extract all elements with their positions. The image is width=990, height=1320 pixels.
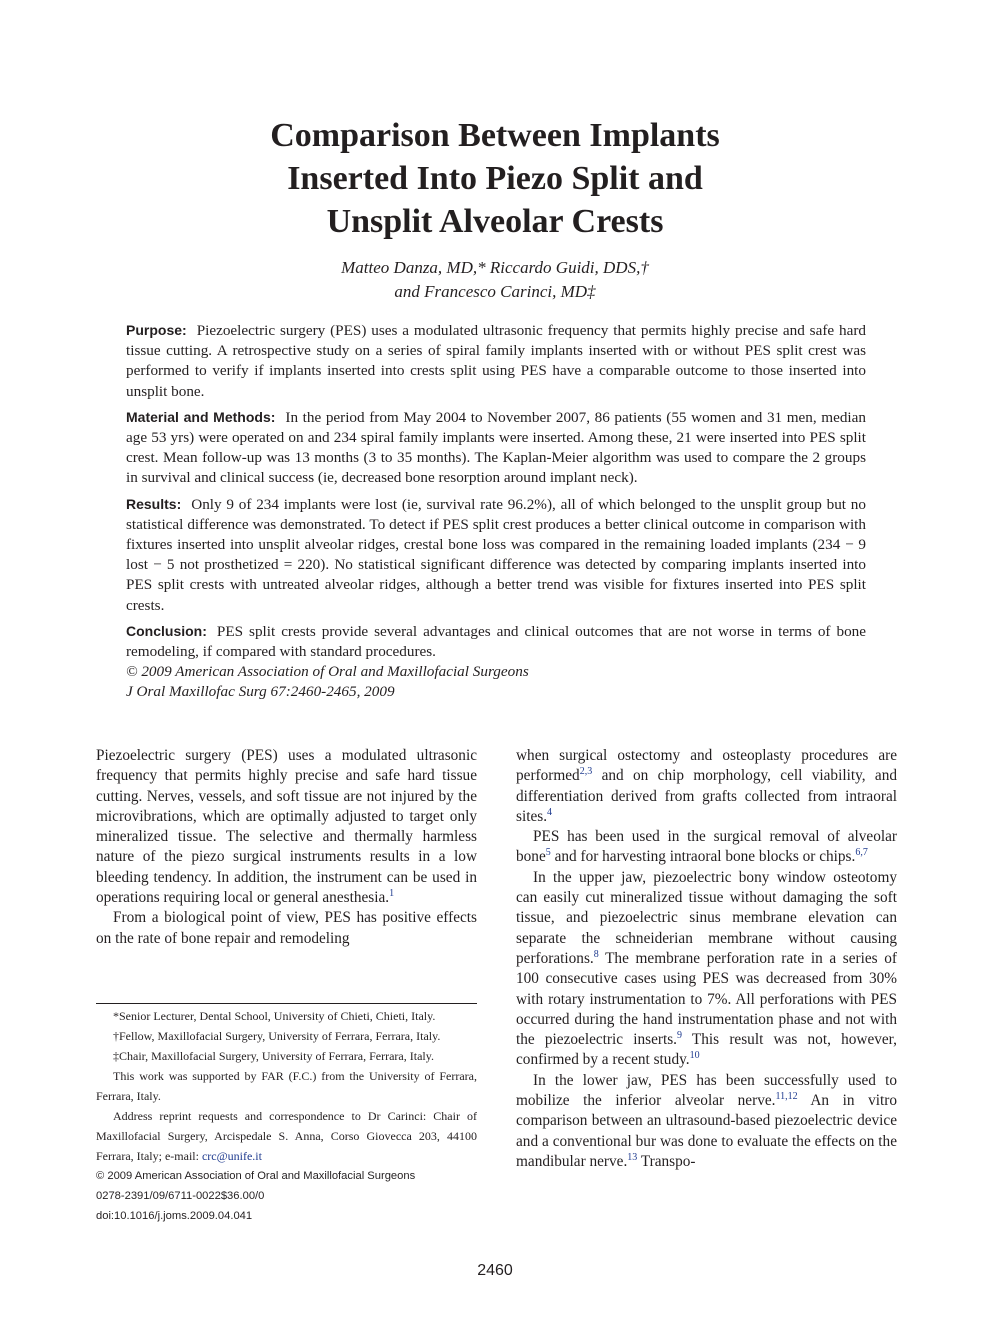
paragraph-text: An in vitro comparison between an ultrasound-based piezoelectric device and a conventional bur was done to evaluate the effects on the mandibular nerve. bbox=[516, 1092, 897, 1170]
footnote-affiliation: *Senior Lecturer, Dental School, University of Chieti, Chieti, Italy. bbox=[113, 1009, 436, 1023]
reference-link[interactable]: 4 bbox=[547, 806, 553, 818]
reference-link[interactable]: 8 bbox=[593, 948, 599, 960]
reference-link[interactable]: 1 bbox=[389, 887, 395, 899]
reference-link[interactable]: 9 bbox=[677, 1030, 682, 1042]
paragraph-text: The membrane perforation rate in a series of 100 consecutive cases using PES was decreased from 30% with rotary instrumentation to 7%. All perforations with PES occurred during the hand instrumentation phase and not with the piezoelectric inserts. bbox=[516, 949, 897, 1049]
footnote-divider bbox=[96, 1003, 477, 1004]
reference-link[interactable]: 10 bbox=[689, 1050, 700, 1062]
title-line: Comparison Between Implants bbox=[270, 117, 720, 154]
email-link[interactable]: crc@unife.it bbox=[201, 1149, 262, 1163]
page-number: 2460 bbox=[477, 1262, 513, 1279]
paragraph-text: From a biological point of view, PES has positive effects on the rate of bone repair and remodeling bbox=[96, 909, 477, 947]
footnote-copyright: © 2009 American Association of Oral and Maxillofacial Surgeons bbox=[96, 1170, 416, 1182]
abstract-methods bbox=[126, 407, 866, 489]
body-paragraph bbox=[516, 827, 897, 868]
abstract-purpose bbox=[126, 320, 866, 402]
body-paragraph bbox=[96, 908, 477, 949]
paragraph-text: In the upper jaw, piezoelectric bony window osteotomy can easily cut mineralized tissue without damaging the soft tissue, and piezoelectric sinus membrane elevation can separate the schneiderian membrane without causing perforations. bbox=[516, 868, 897, 967]
reference-link[interactable]: 6,7 bbox=[855, 847, 868, 859]
results-heading: Results: bbox=[126, 495, 182, 512]
methods-heading: Material and Methods: bbox=[126, 408, 276, 425]
paragraph-text: In the lower jaw, PES has been successfully used to mobilize the inferior alveolar nerve. bbox=[516, 1071, 897, 1110]
paragraph-text: Transpo- bbox=[637, 1152, 696, 1170]
reference-link[interactable]: 5 bbox=[545, 847, 551, 859]
abstract-copyright: © 2009 American Association of Oral and Maxillofacial Surgeons bbox=[126, 663, 529, 681]
methods-text: In the period from May 2004 to November 2007, 86 patients (55 women and 31 men, median age 53 yrs) were operated on and 234 spiral family implants were inserted. Among these, 21 were inserted into PES split crest. Mean follow-up was 13 months (3 to 35 months). The Kaplan-Meier algorithm was used to compare the 2 groups in survival and clinical success (ie, decreased bone resorption around implant neck). bbox=[126, 408, 866, 487]
reference-link[interactable]: 13 bbox=[627, 1151, 638, 1163]
abstract-results bbox=[126, 494, 866, 616]
paragraph-text: Piezoelectric surgery (PES) uses a modulated ultrasonic frequency that permits highly precise and safe hard tissue cutting. Nerves, vessels, and soft tissue are not injured by the microvibrations, which are optimally adjusted to target only mineralized tissue. The selective and thermally harmless nature of the piezo surgical instruments results in a low bleeding tendency. In addition, the instrument can be used in operations requiring local or general anesthesia. bbox=[96, 747, 477, 907]
title-line: Inserted Into Piezo Split and bbox=[287, 160, 703, 197]
reference-link[interactable]: 11,12 bbox=[775, 1090, 798, 1102]
purpose-text: Piezoelectric surgery (PES) uses a modulated ultrasonic frequency that permits highly precise and safe hard tissue cutting. A retrospective study on a series of spiral family implants inserted with or without PES split crest was performed to verify if implants inserted into crests split using PES have a comparable outcome to those inserted into unsplit bone. bbox=[126, 322, 866, 400]
body-paragraph bbox=[516, 746, 897, 827]
correspondence-text: Address reprint requests and correspondence to Dr Carinci: Chair of Maxillofacial Surgery, Arcispedale S. Anna, Corso Giovecca 203, 44100 Ferrara, Italy; e-mail: bbox=[96, 1109, 477, 1163]
authors-line-1: Matteo Danza, MD,* Riccardo Guidi, DDS,† bbox=[341, 258, 649, 277]
paragraph-text: This result was not, however, confirmed by a recent study. bbox=[516, 1031, 897, 1069]
abstract-conclusion bbox=[126, 621, 866, 662]
paragraph-text: when surgical ostectomy and osteoplasty procedures are performed bbox=[516, 747, 897, 785]
footnote-affiliation: ‡Chair, Maxillofacial Surgery, University of Ferrara, Ferrara, Italy. bbox=[113, 1049, 434, 1063]
abstract bbox=[126, 320, 866, 703]
footnote-correspondence bbox=[96, 1106, 477, 1166]
title-line: Unsplit Alveolar Crests bbox=[326, 203, 664, 240]
body-paragraph bbox=[516, 1071, 897, 1172]
footnote-funding: This work was supported by FAR (F.C.) from the University of Ferrara, Ferrara, Italy. bbox=[96, 1069, 477, 1103]
paragraph-text: and on chip morphology, cell viability, and differentiation derived from grafts collected from intraoral sites. bbox=[516, 767, 897, 825]
footnote-issn: 0278-2391/09/6711-0022$36.00/0 bbox=[96, 1190, 265, 1202]
authors-line-2: and Francesco Carinci, MD‡ bbox=[394, 282, 596, 301]
body-paragraph bbox=[516, 868, 897, 1071]
article-title bbox=[150, 114, 840, 243]
conclusion-text: PES split crests provide several advantages and clinical outcomes that are not worse in terms of bone remodeling, if compared with standard procedures. bbox=[126, 622, 866, 661]
paragraph-text: PES has been used in the surgical removal of alveolar bone bbox=[516, 828, 897, 866]
reference-link[interactable]: 2,3 bbox=[579, 766, 593, 778]
author-list bbox=[150, 256, 840, 304]
journal-citation: J Oral Maxillofac Surg 67:2460-2465, 2009 bbox=[126, 683, 395, 701]
body-column-right bbox=[516, 746, 897, 1172]
footnote-doi[interactable]: doi:10.1016/j.joms.2009.04.041 bbox=[96, 1210, 253, 1222]
footnote-affiliation: †Fellow, Maxillofacial Surgery, University of Ferrara, Ferrara, Italy. bbox=[113, 1029, 441, 1043]
conclusion-heading: Conclusion: bbox=[126, 622, 207, 639]
body-column-left bbox=[96, 746, 477, 949]
footnotes bbox=[96, 1006, 477, 1226]
purpose-heading: Purpose: bbox=[126, 322, 187, 338]
body-paragraph bbox=[96, 746, 477, 908]
paragraph-text: and for harvesting intraoral bone blocks or chips. bbox=[550, 848, 856, 866]
results-text: Only 9 of 234 implants were lost (ie, survival rate 96.2%), all of which belonged to the unsplit group but no statistical difference was demonstrated. To detect if PES split crest produces a better clinical outcome in comparison with fixtures inserted into unsplit alveolar ridges, crestal bone loss was compared in the remaining loaded implants (234 − 9 lost − 5 not prosthetized = 220). No statistical significant difference was detected by comparing implants inserted into PES split crests with untreated alveolar ridges, although a better trend was visible for fixtures inserted into PES split crests. bbox=[126, 495, 866, 614]
